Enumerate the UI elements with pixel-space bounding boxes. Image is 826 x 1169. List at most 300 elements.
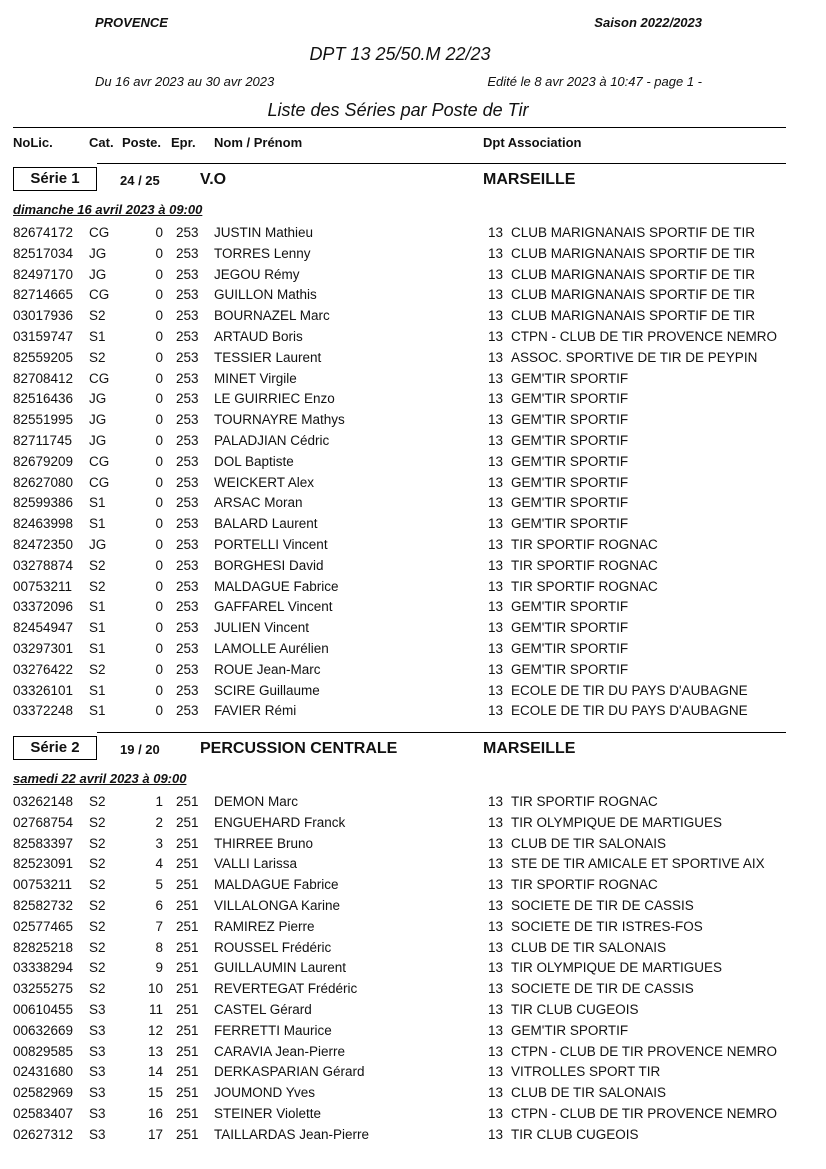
license-number: 02431680 (13, 1064, 74, 1080)
event-code: 253 (176, 370, 199, 386)
post-number: 0 (155, 661, 163, 677)
association: CLUB MARIGNANAIS SPORTIF DE TIR (511, 287, 756, 303)
serie-label: Série 1 (13, 167, 97, 191)
department: 13 (488, 918, 504, 934)
table-row (0, 641, 826, 662)
category: JG (89, 412, 107, 428)
category: CG (89, 474, 110, 490)
association: CLUB MARIGNANAIS SPORTIF DE TIR (511, 225, 756, 240)
table-row (0, 454, 826, 475)
association: GEM'TIR SPORTIF (511, 516, 629, 532)
table-row (0, 1044, 826, 1065)
department: 13 (488, 814, 504, 830)
association: CLUB DE TIR SALONAIS (511, 1085, 667, 1101)
post-number: 0 (155, 641, 163, 656)
shooter-name: ARSAC Moran (214, 495, 303, 511)
post-number: 0 (155, 370, 163, 386)
license-number: 03372248 (13, 703, 74, 719)
shooter-name: BORGHESI David (214, 557, 324, 573)
post-number: 0 (155, 308, 163, 324)
event-code: 253 (176, 703, 199, 719)
shooter-name: GUILLAUMIN Laurent (214, 960, 347, 976)
post-number: 0 (155, 329, 163, 344)
table-row (0, 475, 826, 496)
category: JG (89, 391, 107, 407)
category: S1 (89, 641, 106, 656)
column-header-nom: Nom / Prénom (214, 135, 303, 150)
category: S3 (89, 1106, 106, 1121)
event-code: 251 (176, 898, 199, 913)
event-code: 253 (176, 308, 199, 324)
table-row (0, 246, 826, 267)
shooter-name: WEICKERT Alex (214, 474, 315, 490)
table-row (0, 599, 826, 620)
association: SOCIETE DE TIR DE CASSIS (511, 981, 694, 997)
association: ASSOC. SPORTIVE DE TIR DE PEYPIN (511, 349, 758, 365)
association: GEM'TIR SPORTIF (511, 433, 629, 448)
event-code: 251 (176, 794, 199, 809)
event-code: 251 (176, 939, 199, 955)
shooter-name: JOUMOND Yves (214, 1085, 316, 1101)
table-row (0, 350, 826, 371)
event-code: 251 (176, 1002, 199, 1017)
category: S3 (89, 1002, 106, 1017)
shooter-name: PALADJIAN Cédric (214, 433, 330, 448)
license-number: 02582969 (13, 1085, 74, 1101)
license-number: 82551995 (13, 412, 74, 428)
department: 13 (488, 1064, 504, 1080)
department: 13 (488, 225, 504, 240)
category: S1 (89, 329, 106, 344)
event-code: 251 (176, 814, 199, 830)
table-row (0, 898, 826, 919)
category: S1 (89, 703, 106, 719)
shooter-name: DOL Baptiste (214, 453, 294, 469)
serie-city: MARSEILLE (483, 171, 576, 188)
post-number: 12 (147, 1022, 163, 1038)
table-row (0, 267, 826, 288)
department: 13 (488, 898, 504, 913)
association: ECOLE DE TIR DU PAYS D'AUBAGNE (511, 682, 748, 698)
event-code: 251 (176, 1085, 199, 1101)
department: 13 (488, 453, 504, 469)
shooter-name: ENGUEHARD Franck (214, 814, 346, 830)
table-row (0, 981, 826, 1002)
event-code: 253 (176, 578, 199, 594)
category: S2 (89, 981, 106, 997)
post-number: 0 (155, 578, 163, 594)
serie-discipline: V.O (200, 171, 227, 188)
post-number: 10 (147, 981, 163, 997)
license-number: 03017936 (13, 308, 74, 324)
column-header-dpt-association: Dpt Association (483, 135, 582, 150)
department: 13 (488, 960, 504, 976)
event-code: 253 (176, 620, 199, 636)
association: CLUB DE TIR SALONAIS (511, 835, 667, 851)
category: S3 (89, 1085, 106, 1101)
association: GEM'TIR SPORTIF (511, 453, 629, 469)
table-row (0, 1106, 826, 1127)
shooter-name: RAMIREZ Pierre (214, 918, 315, 934)
shooter-name: ROUE Jean-Marc (214, 661, 321, 677)
document-title: DPT 13 25/50.M 22/23 (309, 44, 491, 64)
license-number: 82627080 (13, 474, 74, 490)
event-code: 253 (176, 495, 199, 511)
association: GEM'TIR SPORTIF (511, 391, 629, 407)
association: TIR OLYMPIQUE DE MARTIGUES (511, 814, 723, 830)
shooter-name: JUSTIN Mathieu (214, 225, 314, 240)
category: S3 (89, 1043, 106, 1059)
department: 13 (488, 661, 504, 677)
post-number: 0 (155, 453, 163, 469)
association: CLUB DE TIR SALONAIS (511, 939, 667, 955)
association: GEM'TIR SPORTIF (511, 412, 629, 428)
event-code: 253 (176, 516, 199, 532)
association: TIR CLUB CUGEOIS (511, 1126, 639, 1142)
category: CG (89, 287, 110, 303)
shooter-name: LAMOLLE Aurélien (214, 641, 329, 656)
association: VITROLLES SPORT TIR (511, 1064, 661, 1080)
association: CTPN - CLUB DE TIR PROVENCE NEMRO (511, 1106, 778, 1121)
serie-date: dimanche 16 avril 2023 à 09:00 (13, 202, 203, 217)
event-code: 251 (176, 1022, 199, 1038)
table-row (0, 558, 826, 579)
license-number: 03338294 (13, 960, 74, 976)
license-number: 03276422 (13, 661, 74, 677)
post-number: 5 (155, 877, 163, 893)
post-number: 0 (155, 391, 163, 407)
license-number: 82559205 (13, 349, 74, 365)
event-code: 253 (176, 412, 199, 428)
association: TIR SPORTIF ROGNAC (511, 877, 658, 893)
table-row (0, 1002, 826, 1023)
association: GEM'TIR SPORTIF (511, 1022, 629, 1038)
post-number: 1 (155, 794, 163, 809)
shooter-name: STEINER Violette (214, 1106, 322, 1121)
shooter-name: TOURNAYRE Mathys (214, 412, 345, 428)
license-number: 82472350 (13, 537, 74, 552)
shooter-name: TORRES Lenny (214, 245, 311, 261)
association: TIR CLUB CUGEOIS (511, 1002, 639, 1017)
association: SOCIETE DE TIR DE CASSIS (511, 898, 694, 913)
category: JG (89, 537, 107, 552)
association: GEM'TIR SPORTIF (511, 495, 629, 511)
post-number: 0 (155, 620, 163, 636)
category: S2 (89, 814, 106, 830)
post-number: 0 (155, 703, 163, 719)
serie-date: samedi 22 avril 2023 à 09:00 (13, 771, 187, 786)
association: GEM'TIR SPORTIF (511, 641, 629, 656)
table-row (0, 1127, 826, 1148)
event-code: 251 (176, 877, 199, 893)
table-row (0, 940, 826, 961)
shooter-name: GUILLON Mathis (214, 287, 317, 303)
shooter-name: TAILLARDAS Jean-Pierre (214, 1126, 370, 1142)
event-code: 253 (176, 433, 199, 448)
category: S2 (89, 308, 106, 324)
shooter-name: FAVIER Rémi (214, 703, 297, 719)
shooter-name: VILLALONGA Karine (214, 898, 341, 913)
table-row (0, 836, 826, 857)
license-number: 03326101 (13, 682, 74, 698)
category: S3 (89, 1126, 106, 1142)
event-code: 251 (176, 918, 199, 934)
event-code: 253 (176, 225, 199, 240)
association: TIR SPORTIF ROGNAC (511, 578, 658, 594)
category: S2 (89, 960, 106, 976)
shooter-name: MINET Virgile (214, 370, 297, 386)
license-number: 02768754 (13, 814, 74, 830)
category: S2 (89, 349, 106, 365)
post-number: 0 (155, 349, 163, 365)
event-code: 253 (176, 329, 199, 344)
table-row (0, 662, 826, 683)
event-code: 253 (176, 287, 199, 303)
category: CG (89, 370, 110, 386)
department: 13 (488, 641, 504, 656)
license-number: 82599386 (13, 495, 74, 511)
association: GEM'TIR SPORTIF (511, 620, 629, 636)
post-number: 14 (147, 1064, 163, 1080)
license-number: 82825218 (13, 939, 74, 955)
association: TIR SPORTIF ROGNAC (511, 794, 658, 809)
table-row (0, 308, 826, 329)
association: TIR SPORTIF ROGNAC (511, 537, 658, 552)
association: CLUB MARIGNANAIS SPORTIF DE TIR (511, 245, 756, 261)
license-number: 82516436 (13, 391, 74, 407)
post-number: 15 (147, 1085, 163, 1101)
table-row (0, 877, 826, 898)
category: S1 (89, 620, 106, 636)
license-number: 82517034 (13, 245, 74, 261)
shooter-name: TESSIER Laurent (214, 349, 322, 365)
shooter-name: BOURNAZEL Marc (214, 308, 330, 324)
post-number: 0 (155, 495, 163, 511)
shooter-name: LE GUIRRIEC Enzo (214, 391, 335, 407)
association: CTPN - CLUB DE TIR PROVENCE NEMRO (511, 1043, 778, 1059)
association: CTPN - CLUB DE TIR PROVENCE NEMRO (511, 329, 778, 344)
post-number: 7 (155, 918, 163, 934)
department: 13 (488, 433, 504, 448)
category: S2 (89, 794, 106, 809)
serie-positions: 19 / 20 (120, 742, 160, 757)
post-number: 8 (155, 939, 163, 955)
license-number: 82463998 (13, 516, 74, 532)
post-number: 17 (147, 1126, 163, 1142)
event-code: 251 (176, 1043, 199, 1059)
serie-rule (97, 163, 786, 164)
table-row (0, 433, 826, 454)
shooter-name: CASTEL Gérard (214, 1002, 312, 1017)
post-number: 6 (155, 898, 163, 913)
license-number: 03262148 (13, 794, 74, 809)
event-code: 251 (176, 1126, 199, 1142)
department: 13 (488, 474, 504, 490)
association: ECOLE DE TIR DU PAYS D'AUBAGNE (511, 703, 748, 719)
table-row (0, 1064, 826, 1085)
table-row (0, 815, 826, 836)
category: S1 (89, 599, 106, 615)
column-header-nolic: NoLic. (13, 135, 53, 150)
event-code: 253 (176, 391, 199, 407)
table-row (0, 225, 826, 246)
table-row (0, 287, 826, 308)
post-number: 9 (155, 960, 163, 976)
table-row (0, 919, 826, 940)
category: S1 (89, 516, 106, 532)
shooter-name: REVERTEGAT Frédéric (214, 981, 358, 997)
post-number: 0 (155, 266, 163, 282)
table-row (0, 495, 826, 516)
table-row (0, 391, 826, 412)
association: GEM'TIR SPORTIF (511, 599, 629, 615)
post-number: 0 (155, 682, 163, 698)
event-code: 253 (176, 641, 199, 656)
category: S2 (89, 557, 106, 573)
category: S2 (89, 939, 106, 955)
post-number: 0 (155, 599, 163, 615)
license-number: 00753211 (13, 877, 73, 893)
post-number: 0 (155, 433, 163, 448)
event-code: 253 (176, 266, 199, 282)
period-label: Du 16 avr 2023 au 30 avr 2023 (95, 74, 275, 89)
event-code: 251 (176, 856, 199, 872)
license-number: 00829585 (13, 1043, 74, 1059)
event-code: 253 (176, 537, 199, 552)
category: S2 (89, 835, 106, 851)
department: 13 (488, 516, 504, 532)
shooter-name: ARTAUD Boris (214, 329, 303, 344)
category: JG (89, 433, 107, 448)
shooter-name: VALLI Larissa (214, 856, 298, 872)
department: 13 (488, 1106, 504, 1121)
department: 13 (488, 1043, 504, 1059)
department: 13 (488, 308, 504, 324)
event-code: 253 (176, 557, 199, 573)
department: 13 (488, 856, 504, 872)
department: 13 (488, 329, 504, 344)
license-number: 82674172 (13, 225, 74, 240)
department: 13 (488, 599, 504, 615)
category: CG (89, 453, 110, 469)
shooter-name: THIRREE Bruno (214, 835, 314, 851)
license-number: 82714665 (13, 287, 74, 303)
category: S2 (89, 898, 106, 913)
post-number: 0 (155, 557, 163, 573)
shooter-name: JEGOU Rémy (214, 266, 300, 282)
column-header-poste: Poste. (122, 135, 162, 150)
department: 13 (488, 1085, 504, 1101)
shooter-name: DEMON Marc (214, 794, 298, 809)
category: S3 (89, 1022, 106, 1038)
edition-info: Edité le 8 avr 2023 à 10:47 - page 1 - (487, 74, 702, 89)
table-row (0, 537, 826, 558)
table-row (0, 683, 826, 704)
shooter-name: PORTELLI Vincent (214, 537, 328, 552)
department: 13 (488, 981, 504, 997)
category: JG (89, 266, 107, 282)
event-code: 253 (176, 661, 199, 677)
license-number: 02627312 (13, 1126, 74, 1142)
department: 13 (488, 835, 504, 851)
post-number: 0 (155, 245, 163, 261)
department: 13 (488, 370, 504, 386)
table-row (0, 1023, 826, 1044)
shooter-name: MALDAGUE Fabrice (214, 578, 339, 594)
table-row (0, 579, 826, 600)
event-code: 251 (176, 960, 199, 976)
license-number: 82454947 (13, 620, 74, 636)
department: 13 (488, 939, 504, 955)
event-code: 253 (176, 245, 199, 261)
department: 13 (488, 537, 504, 552)
header-rule (13, 127, 786, 128)
department: 13 (488, 412, 504, 428)
category: S3 (89, 1064, 106, 1080)
department: 13 (488, 266, 504, 282)
event-code: 253 (176, 474, 199, 490)
category: S2 (89, 918, 106, 934)
license-number: 03372096 (13, 599, 74, 615)
association: GEM'TIR SPORTIF (511, 370, 629, 386)
table-row (0, 371, 826, 392)
category: S2 (89, 877, 106, 893)
post-number: 11 (148, 1002, 163, 1017)
license-number: 02583407 (13, 1106, 74, 1121)
department: 13 (488, 682, 504, 698)
association: GEM'TIR SPORTIF (511, 474, 629, 490)
association: SOCIETE DE TIR ISTRES-FOS (511, 918, 703, 934)
serie-rule (97, 732, 786, 733)
license-number: 03278874 (13, 557, 74, 573)
event-code: 253 (176, 599, 199, 615)
license-number: 82708412 (13, 370, 74, 386)
post-number: 13 (147, 1043, 163, 1059)
association: GEM'TIR SPORTIF (511, 661, 629, 677)
column-header-cat: Cat. (89, 135, 114, 150)
association: TIR OLYMPIQUE DE MARTIGUES (511, 960, 723, 976)
event-code: 253 (176, 349, 199, 365)
category: CG (89, 225, 110, 240)
license-number: 00753211 (13, 578, 73, 594)
department: 13 (488, 557, 504, 573)
category: S2 (89, 578, 106, 594)
department: 13 (488, 703, 504, 719)
department: 13 (488, 245, 504, 261)
season-label: Saison 2022/2023 (594, 15, 702, 30)
license-number: 82497170 (13, 266, 74, 282)
post-number: 16 (147, 1106, 163, 1121)
license-number: 82679209 (13, 453, 74, 469)
category: S2 (89, 661, 106, 677)
table-row (0, 412, 826, 433)
department: 13 (488, 578, 504, 594)
post-number: 0 (155, 287, 163, 303)
column-header-epr: Epr. (171, 135, 196, 150)
shooter-name: GAFFAREL Vincent (214, 599, 333, 615)
table-row (0, 960, 826, 981)
license-number: 82523091 (13, 856, 74, 872)
category: S1 (89, 495, 106, 511)
license-number: 82711745 (13, 433, 73, 448)
shooter-name: CARAVIA Jean-Pierre (214, 1043, 346, 1059)
event-code: 251 (176, 1064, 199, 1080)
license-number: 00610455 (13, 1002, 74, 1017)
license-number: 82582732 (13, 898, 74, 913)
table-row (0, 856, 826, 877)
event-code: 251 (176, 835, 199, 851)
shooter-name: FERRETTI Maurice (214, 1022, 332, 1038)
